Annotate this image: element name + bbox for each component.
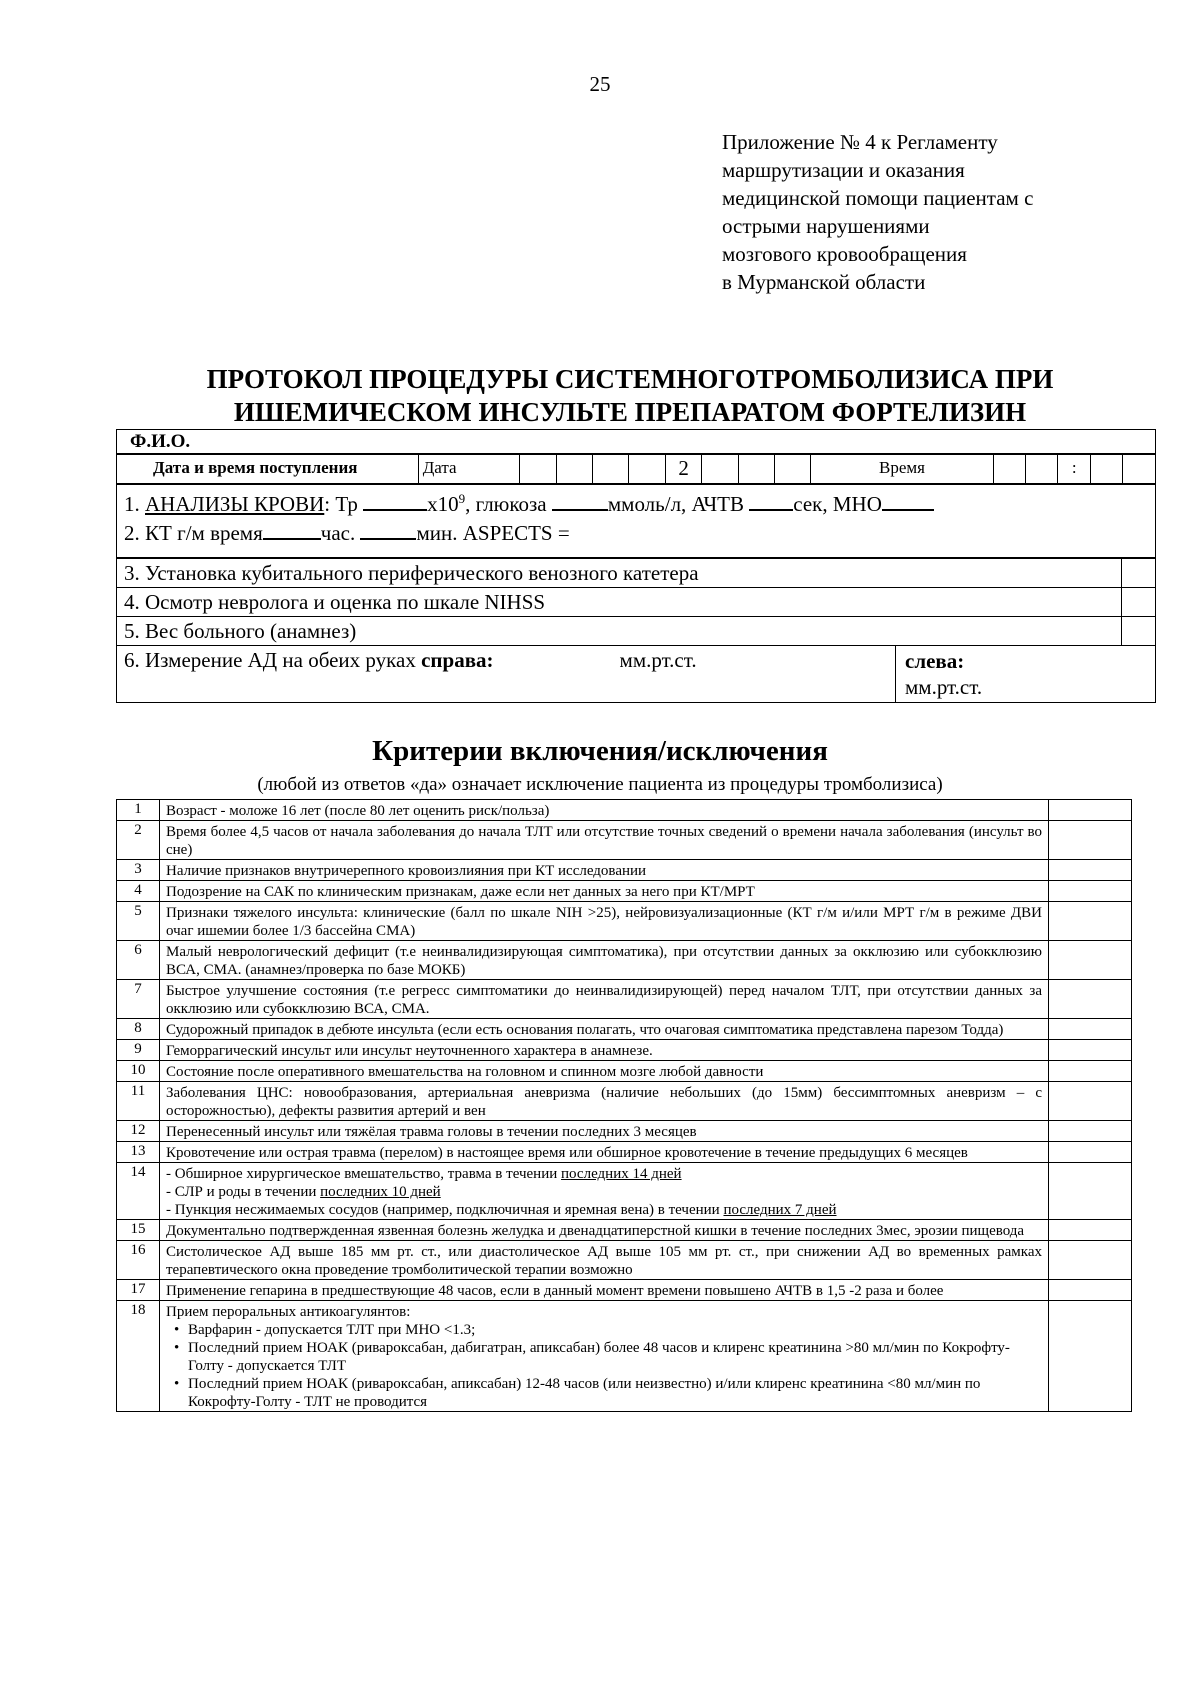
- criteria-row: [117, 1220, 1132, 1241]
- appendix-note: [722, 128, 1033, 296]
- bp-right-label: справа:: [421, 648, 494, 672]
- criteria-text: Возраст - моложе 16 лет (после 80 лет оценить риск/польза): [160, 800, 1049, 821]
- criteria-row: [117, 1061, 1132, 1082]
- criteria-number: 6: [117, 941, 160, 980]
- criteria-answer-cell[interactable]: [1049, 800, 1132, 821]
- criteria-answer-cell[interactable]: [1049, 1241, 1132, 1280]
- appendix-line: маршрутизации и оказания: [722, 158, 965, 182]
- criteria-row: [117, 860, 1132, 881]
- criteria-number: 10: [117, 1061, 160, 1082]
- criteria-row: [117, 1301, 1132, 1412]
- criteria-row: [117, 821, 1132, 860]
- criteria-line: - Пункция несжимаемых сосудов (например, подключичная и яремная вена) в течении: [166, 1202, 724, 1218]
- date-cell[interactable]: [556, 455, 592, 484]
- criteria-row: [117, 1280, 1132, 1301]
- criteria-row: [117, 902, 1132, 941]
- bp-cell: [117, 646, 1156, 703]
- criteria-number: 18: [117, 1301, 160, 1412]
- time-cell[interactable]: [993, 455, 1025, 484]
- admission-table: [116, 454, 1156, 484]
- criteria-number: 15: [117, 1220, 160, 1241]
- platelets-field[interactable]: [363, 491, 427, 511]
- criteria-number: 12: [117, 1121, 160, 1142]
- bp-row: [117, 646, 1156, 703]
- date-cell[interactable]: [629, 455, 665, 484]
- title-line: ПРОТОКОЛ ПРОЦЕДУРЫ СИСТЕМНОГОТРОМБОЛИЗИСА ПРИ: [206, 364, 1054, 394]
- date-cell[interactable]: [593, 455, 629, 484]
- admission-label: Дата и время поступления: [117, 455, 419, 484]
- criteria-text: Быстрое улучшение состояния (т.е регресс симптоматики до неинвалидизирующей) перед началом ТЛТ, при отсутствии данных за окклюзию или субокклюзию ВСА, СМА.: [160, 980, 1049, 1019]
- ct-hours-field[interactable]: [263, 520, 321, 540]
- appendix-line: мозгового кровообращения: [722, 242, 967, 266]
- time-cell[interactable]: [1025, 455, 1057, 484]
- platelets-label: : Тр: [324, 492, 364, 516]
- title-line: ИШЕМИЧЕСКОМ ИНСУЛЬТЕ ПРЕПАРАТОМ ФОРТЕЛИЗИН: [233, 397, 1027, 427]
- step-row: [117, 617, 1156, 646]
- bp-left: [895, 646, 982, 702]
- criteria-text: Применение гепарина в предшествующие 48 часов, если в данный момент времени повышено АЧТВ в 1,5 -2 раза и более: [160, 1280, 1049, 1301]
- criteria-number: 5: [117, 902, 160, 941]
- criteria-text: Перенесенный инсульт или тяжёлая травма головы в течении последних 3 месяцев: [160, 1121, 1049, 1142]
- criteria-number: 17: [117, 1280, 160, 1301]
- criteria-answer-cell[interactable]: [1049, 1220, 1132, 1241]
- time-cell[interactable]: [1123, 455, 1156, 484]
- fio-label: Ф.И.О.: [130, 431, 191, 452]
- criteria-row: [117, 881, 1132, 902]
- ct-hours-label: час.: [320, 521, 361, 545]
- criteria-number: 7: [117, 980, 160, 1019]
- page-number: 25: [589, 72, 611, 96]
- inr-field[interactable]: [882, 491, 934, 511]
- criteria-number: 1: [117, 800, 160, 821]
- criteria-answer-cell[interactable]: [1049, 980, 1132, 1019]
- step-row: [117, 588, 1156, 617]
- inr-label: сек, МНО: [793, 492, 882, 516]
- criteria-text: Время более 4,5 часов от начала заболевания до начала ТЛТ или отсутствие точных сведений о времени начала заболевания (инсульт во сне): [160, 821, 1049, 860]
- criteria-text: Кровотечение или острая травма (перелом) в настоящее время или обширное кровотечение в течение предыдущих 6 месяцев: [160, 1142, 1049, 1163]
- anticoagulant-item: • Последний прием НОАК (ривароксабан, апиксабан) 12-48 часов (или неизвестно) и/или клиренс креатинина <80 мл/мин по Кокрофту-Голту - ТЛТ не проводится: [188, 1375, 1042, 1411]
- criteria-row: [117, 1241, 1132, 1280]
- criteria-number: 8: [117, 1019, 160, 1040]
- time-label: Время: [811, 455, 993, 484]
- platelets-unit: х10: [427, 492, 459, 516]
- criteria-row: [117, 1019, 1132, 1040]
- criteria-row: [117, 800, 1132, 821]
- blood-tests-label: АНАЛИЗЫ КРОВИ: [145, 492, 325, 516]
- criteria-row: [117, 1163, 1132, 1220]
- criteria-text: Подозрение на САК по клиническим признакам, даже если нет данных за него при КТ/МРТ: [160, 881, 1049, 902]
- date-cell[interactable]: [520, 455, 556, 484]
- criteria-answer-cell[interactable]: [1049, 860, 1132, 881]
- bp-right-unit: мм.рт.ст.: [619, 648, 697, 672]
- bp-left-label: слева:: [905, 649, 965, 673]
- step-check-cell[interactable]: [1122, 617, 1156, 646]
- criteria-text: Малый неврологический дефицит (т.е неинвалидизирующая симптоматика), при отсутствии данных за окклюзию или субокклюзию ВСА, СМА. (анамнез/проверка по базе МОКБ): [160, 941, 1049, 980]
- criteria-row: [117, 980, 1132, 1019]
- criteria-answer-cell[interactable]: [1049, 1019, 1132, 1040]
- criteria-answer-cell[interactable]: [1049, 941, 1132, 980]
- criteria-answer-cell[interactable]: [1049, 1301, 1132, 1412]
- date-cell[interactable]: [702, 455, 738, 484]
- appendix-line: медицинской помощи пациентам с: [722, 186, 1034, 210]
- time-separator: :: [1058, 455, 1091, 484]
- criteria-line-underlined: последних 14 дней: [561, 1166, 682, 1182]
- ct-minutes-field[interactable]: [360, 520, 416, 540]
- procedure-steps-table: [116, 558, 1156, 703]
- bp-label: 6. Измерение АД на обеих руках: [124, 648, 422, 672]
- aptt-field[interactable]: [749, 491, 793, 511]
- criteria-row: [117, 1142, 1132, 1163]
- criteria-answer-cell[interactable]: [1049, 1121, 1132, 1142]
- aptt-label: ммоль/л, АЧТВ: [607, 492, 750, 516]
- platelets-exponent: 9: [458, 491, 466, 506]
- date-label: Дата: [418, 455, 520, 484]
- criteria-row: [117, 1040, 1132, 1061]
- criteria-answer-cell[interactable]: [1049, 1163, 1132, 1220]
- step-text: 3. Установка кубитального периферического венозного катетера: [117, 559, 1122, 588]
- criteria-number: 4: [117, 881, 160, 902]
- criteria-answer-cell[interactable]: [1049, 1082, 1132, 1121]
- criteria-line-underlined: последних 10 дней: [320, 1184, 441, 1200]
- step-check-cell[interactable]: [1122, 559, 1156, 588]
- analysis-section: [116, 484, 1156, 558]
- blood-tests-num: 1.: [124, 492, 145, 516]
- criteria-answer-cell[interactable]: [1049, 1280, 1132, 1301]
- criteria-line-underlined: последних 7 дней: [723, 1202, 837, 1218]
- ct-label: 2. КТ г/м время: [124, 521, 263, 545]
- criteria-text: Наличие признаков внутричерепного кровоизлияния при КТ исследовании: [160, 860, 1049, 881]
- criteria-row: [117, 941, 1132, 980]
- criteria-number: 11: [117, 1082, 160, 1121]
- criteria-answer-cell[interactable]: [1049, 1040, 1132, 1061]
- criteria-table: [116, 799, 1132, 1412]
- criteria-row: [117, 1121, 1132, 1142]
- appendix-line: в Мурманской области: [722, 270, 926, 294]
- criteria-answer-cell[interactable]: [1049, 902, 1132, 941]
- criteria-title: Критерии включения/исключения: [372, 735, 828, 767]
- fio-field[interactable]: [116, 429, 1156, 454]
- step-text: 4. Осмотр невролога и оценка по шкале NIHSS: [117, 588, 1122, 617]
- criteria-text: Документально подтвержденная язвенная болезнь желудка и двенадцатиперстной кишки в течение последних 3мес, эрозии пищевода: [160, 1220, 1049, 1241]
- time-cell[interactable]: [1090, 455, 1122, 484]
- criteria-number: 16: [117, 1241, 160, 1280]
- criteria-text: Геморрагический инсульт или инсульт неуточненного характера в анамнезе.: [160, 1040, 1049, 1061]
- criteria-text: [160, 1163, 1049, 1220]
- criteria-answer-cell[interactable]: [1049, 1061, 1132, 1082]
- anticoagulant-list: [166, 1321, 1042, 1411]
- criteria-answer-cell[interactable]: [1049, 821, 1132, 860]
- bp-left-unit: мм.рт.ст.: [905, 675, 983, 699]
- criteria-row: [117, 1082, 1132, 1121]
- aspects-label: мин. ASPECTS =: [416, 521, 570, 545]
- date-cell[interactable]: [738, 455, 774, 484]
- document-title: [110, 363, 1150, 429]
- criteria-intro: Прием пероральных антикоагулянтов:: [166, 1304, 411, 1320]
- blood-tests-line: [124, 490, 1155, 519]
- criteria-text: Признаки тяжелого инсульта: клинические (балл по шкале NIH >25), нейровизуализационные (КТ г/м и/или МРТ г/м в режиме ДВИ очаг ишемии более 1/3 бассейна СМА): [160, 902, 1049, 941]
- criteria-text: Заболевания ЦНС: новообразования, артериальная аневризма (наличие небольших (до 15мм) бессимптомных аневризм – с осторожностью), дефекты развития артерий и вен: [160, 1082, 1049, 1121]
- criteria-line: - СЛР и роды в течении: [166, 1184, 321, 1200]
- criteria-number: 2: [117, 821, 160, 860]
- anticoagulant-item: • Варфарин - допускается ТЛТ при МНО <1.3;: [188, 1321, 1042, 1339]
- glucose-field[interactable]: [552, 491, 608, 511]
- ct-line: [124, 519, 1155, 548]
- glucose-label: , глюкоза: [465, 492, 552, 516]
- anticoagulant-item: • Последний прием НОАК (ривароксабан, дабигатран, апиксабан) более 48 часов и клиренс креатинина >80 мл/мин по Кокрофту-Голту - допускается ТЛТ: [188, 1339, 1042, 1375]
- date-cell[interactable]: 2: [665, 455, 702, 484]
- criteria-subtitle: (любой из ответов «да» означает исключение пациента из процедуры тромболизиса): [257, 774, 943, 795]
- criteria-text: Судорожный припадок в дебюте инсульта (если есть основания полагать, что очаговая симптоматика представлена парезом Тодда): [160, 1019, 1049, 1040]
- appendix-line: Приложение № 4 к Регламенту: [722, 130, 998, 154]
- bp-right: [117, 646, 895, 702]
- criteria-text: [160, 1301, 1049, 1412]
- criteria-answer-cell[interactable]: [1049, 1142, 1132, 1163]
- step-text: 5. Вес больного (анамнез): [117, 617, 1122, 646]
- step-check-cell[interactable]: [1122, 588, 1156, 617]
- appendix-line: острыми нарушениями: [722, 214, 930, 238]
- criteria-number: 9: [117, 1040, 160, 1061]
- criteria-number: 14: [117, 1163, 160, 1220]
- criteria-line: - Обширное хирургическое вмешательство, травма в течении: [166, 1166, 562, 1182]
- criteria-text: Состояние после оперативного вмешательства на головном и спинном мозге любой давности: [160, 1061, 1049, 1082]
- criteria-number: 13: [117, 1142, 160, 1163]
- criteria-number: 3: [117, 860, 160, 881]
- step-row: [117, 559, 1156, 588]
- date-cell[interactable]: [775, 455, 811, 484]
- criteria-text: Систолическое АД выше 185 мм рт. ст., или диастолическое АД выше 105 мм рт. ст., при снижении АД во временных рамках терапевтического окна проведение тромболитической терапии возможно: [160, 1241, 1049, 1280]
- criteria-answer-cell[interactable]: [1049, 881, 1132, 902]
